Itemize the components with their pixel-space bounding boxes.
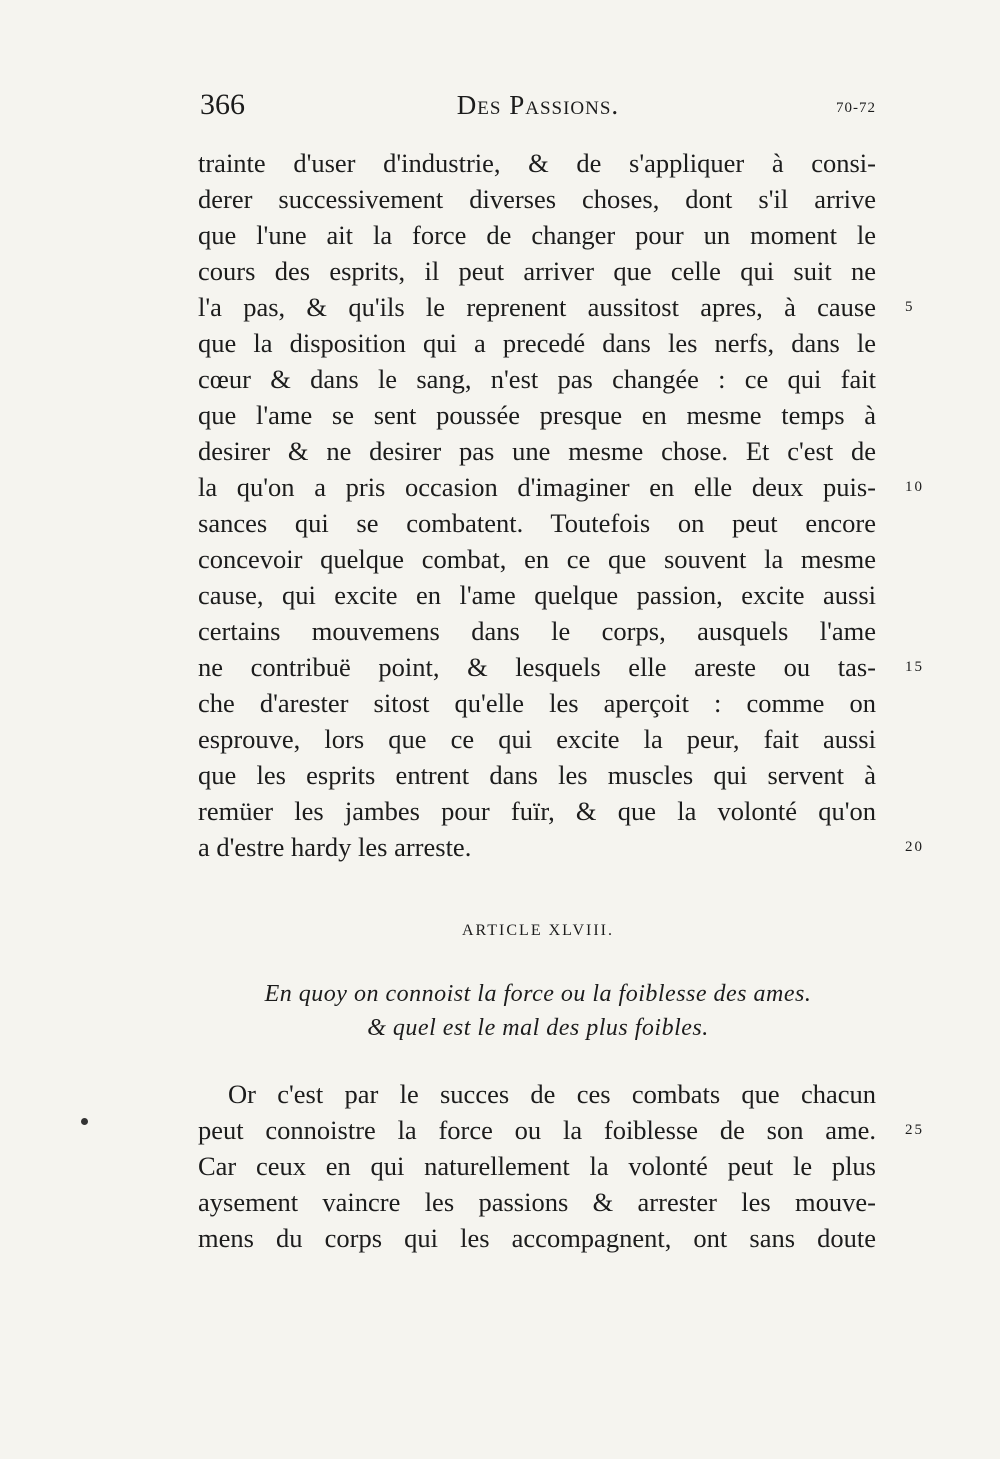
- text-line: Car ceux en qui naturellement la volonté peut le plus: [198, 1151, 876, 1181]
- line-number: 10: [905, 479, 924, 495]
- text-line: trainte d'user d'industrie, & de s'appliquer à consi-: [198, 148, 876, 178]
- text-line: peut connoistre la force ou la foiblesse de son ame.: [198, 1115, 876, 1145]
- text-line: que les esprits entrent dans les muscles qui servent à: [198, 760, 876, 790]
- text-line: Or c'est par le succes de ces combats que chacun: [228, 1079, 876, 1109]
- text-line: que la disposition qui a precedé dans les nerfs, dans le: [198, 328, 876, 358]
- text-line: desirer & ne desirer pas une mesme chose. Et c'est de: [198, 436, 876, 466]
- line-number: 5: [905, 299, 915, 315]
- text-line: a d'estre hardy les arreste.: [198, 832, 472, 862]
- line-number: 15: [905, 659, 924, 675]
- text-line: cause, qui excite en l'ame quelque passion, excite aussi: [198, 580, 876, 610]
- page-header: [200, 88, 876, 128]
- page-number: 366: [200, 88, 245, 121]
- text-line: concevoir quelque combat, en ce que souvent la mesme: [198, 544, 876, 574]
- running-title: Des Passions.: [456, 90, 620, 120]
- article-heading: ARTICLE XLVIII.: [462, 922, 614, 939]
- text-line: que l'ame se sent poussée presque en mesme temps à: [198, 400, 876, 430]
- text-line: ne contribuë point, & lesquels elle areste ou tas-: [198, 652, 876, 682]
- article-subtitle-line-1: En quoy on connoist la force ou la foiblesse des ames.: [264, 981, 812, 1007]
- text-line: l'a pas, & qu'ils le reprenent aussitost apres, à cause: [198, 292, 876, 322]
- text-line: derer successivement diverses choses, dont s'il arrive: [198, 184, 876, 214]
- text-line: esprouve, lors que ce qui excite la peur, fait aussi: [198, 724, 876, 754]
- text-line: la qu'on a pris occasion d'imaginer en elle deux puis-: [198, 472, 876, 502]
- text-line: certains mouvemens dans le corps, ausquels l'ame: [198, 616, 876, 646]
- ink-speck: [81, 1118, 88, 1125]
- text-line: sances qui se combatent. Toutefois on peut encore: [198, 508, 876, 538]
- text-line: aysement vaincre les passions & arrester les mouve-: [198, 1187, 876, 1217]
- text-line: que l'une ait la force de changer pour un moment le: [198, 220, 876, 250]
- text-line: remüer les jambes pour fuïr, & que la volonté qu'on: [198, 796, 876, 826]
- article-subtitle-line-2: & quel est le mal des plus foibles.: [367, 1015, 709, 1041]
- section-reference: 70-72: [836, 100, 876, 116]
- text-line: cœur & dans le sang, n'est pas changée : ce qui fait: [198, 364, 876, 394]
- text-line: cours des esprits, il peut arriver que celle qui suit ne: [198, 256, 876, 286]
- line-number: 25: [905, 1122, 924, 1138]
- text-line: che d'arester sitost qu'elle les aperçoit : comme on: [198, 688, 876, 718]
- text-line: mens du corps qui les accompagnent, ont sans doute: [198, 1223, 876, 1253]
- line-number: 20: [905, 839, 924, 855]
